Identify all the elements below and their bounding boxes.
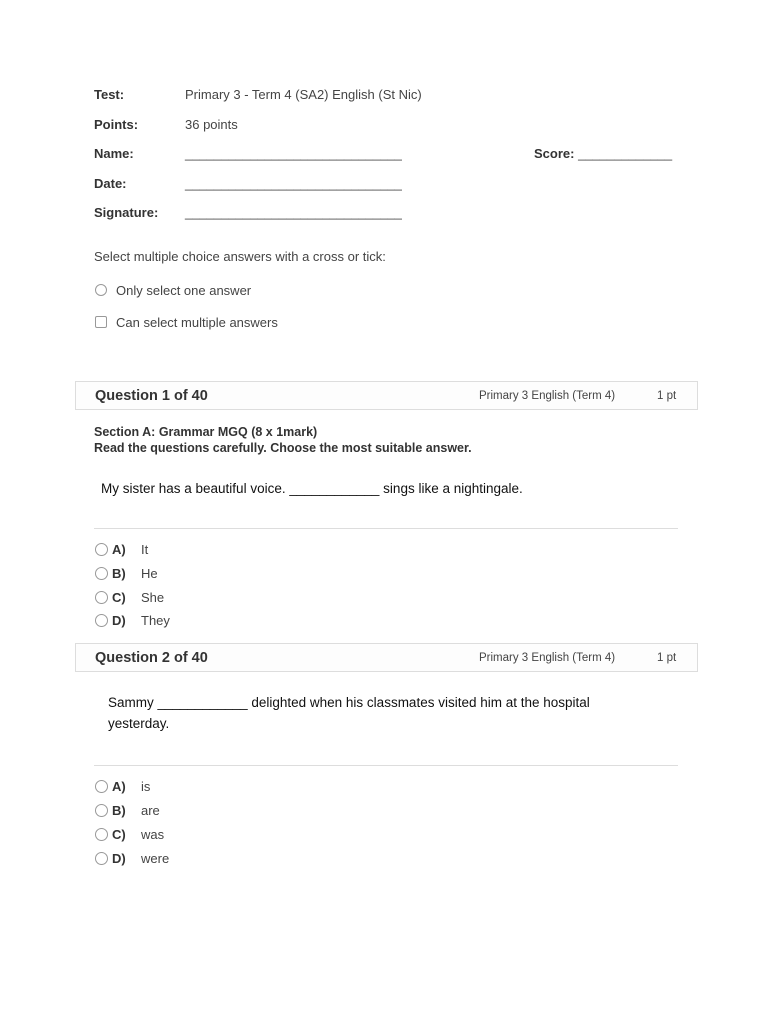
- question-2-title: Question 2 of 40: [95, 650, 208, 666]
- question-1-subject: Primary 3 English (Term 4): [479, 390, 616, 402]
- score-field: [534, 144, 672, 164]
- question-1-title: Question 1 of 40: [95, 388, 208, 404]
- test-value: Primary 3 - Term 4 (SA2) English (St Nic): [185, 87, 422, 102]
- radio-circle-icon[interactable]: [95, 852, 108, 865]
- legend-multiple-label: Can select multiple answers: [116, 315, 278, 330]
- radio-circle-icon[interactable]: [95, 828, 108, 841]
- option-letter: C): [112, 590, 126, 605]
- option-letter: D): [112, 851, 126, 866]
- date-blank[interactable]: ______________________________: [185, 176, 402, 191]
- test-label: Test:: [94, 87, 125, 102]
- question-2-subject: Primary 3 English (Term 4): [479, 652, 616, 664]
- points-value: 36 points: [185, 117, 238, 132]
- question-2-stem-line-1: Sammy ____________ delighted when his classmates visited him at the hospital: [108, 695, 590, 710]
- option-text: She: [141, 590, 165, 605]
- radio-circle-icon[interactable]: [95, 543, 108, 556]
- radio-circle-icon[interactable]: [95, 780, 108, 793]
- option-text: He: [141, 566, 158, 581]
- question-1-divider: [94, 528, 678, 529]
- question-2-stem-line-2: yesterday.: [108, 716, 170, 731]
- signature-label: Signature:: [94, 205, 159, 220]
- checkbox-square-icon: [95, 316, 107, 328]
- radio-circle-icon[interactable]: [95, 591, 108, 604]
- option-text: were: [141, 851, 170, 866]
- name-blank[interactable]: ______________________________: [185, 146, 402, 161]
- option-letter: B): [112, 566, 126, 581]
- option-text: It: [141, 542, 149, 557]
- name-label: Name:: [94, 146, 134, 161]
- option-text: is: [141, 779, 151, 794]
- radio-circle-icon[interactable]: [95, 567, 108, 580]
- option-text: are: [141, 803, 160, 818]
- score-label: Score:: [534, 146, 575, 161]
- option-letter: B): [112, 803, 126, 818]
- radio-circle-icon[interactable]: [95, 804, 108, 817]
- option-text: was: [141, 827, 165, 842]
- option-letter: D): [112, 613, 126, 628]
- score-blank[interactable]: _____________: [578, 146, 673, 161]
- question-2-divider: [94, 765, 678, 766]
- instructions-text: Select multiple choice answers with a cross or tick:: [94, 249, 386, 264]
- legend-single-label: Only select one answer: [116, 283, 252, 298]
- option-letter: C): [112, 827, 126, 842]
- option-letter: A): [112, 779, 126, 794]
- question-1-points: 1 pt: [657, 390, 677, 402]
- question-2-header: [75, 643, 698, 672]
- section-a-directions: Read the questions carefully. Choose the most suitable answer.: [94, 441, 472, 455]
- option-text: They: [141, 613, 170, 628]
- radio-circle-icon: [95, 284, 107, 296]
- section-a-title: Section A: Grammar MGQ (8 x 1mark): [94, 425, 318, 439]
- question-1-header: [75, 381, 698, 410]
- question-2-points: 1 pt: [657, 652, 677, 664]
- signature-blank[interactable]: ______________________________: [185, 205, 402, 220]
- points-label: Points:: [94, 117, 139, 132]
- question-1-stem: My sister has a beautiful voice. ____________ sings like a nightingale.: [101, 481, 523, 496]
- radio-circle-icon[interactable]: [95, 614, 108, 627]
- date-label: Date:: [94, 176, 127, 191]
- option-letter: A): [112, 542, 126, 557]
